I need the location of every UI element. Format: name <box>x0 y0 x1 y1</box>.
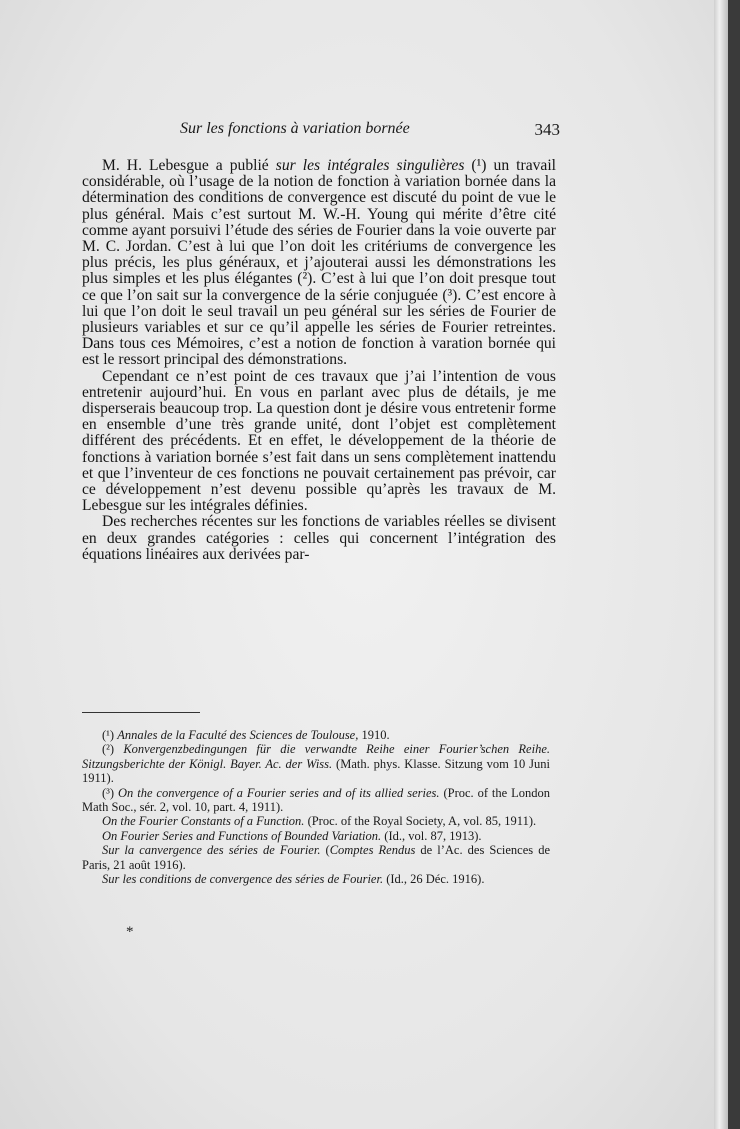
page-number: 343 <box>534 120 560 139</box>
body-text <box>82 158 556 563</box>
asterisk-mark: * <box>126 924 134 940</box>
paragraph-2: Cependant ce n’est point de ces travaux que j’ai l’intention de vous entretenir aujourd’hui. En vous en parlant avec plus de détails, je me disperserais beaucoup trop. La question dont je désire vous entretenir forme en ensemble d’une très grande unité, dont l’objet est complètement différent des précédents. Et en effet, le développement de la théorie de fonctions à variation bornée s’est fait dans un sens complètement inattendu et que l’inventeur de ces fonctions ne pouvait certainement pas prévoir, car ce développement n’est devenu possible qu’après les travaux de M. Lebesgue sur les intégrales définies. <box>82 367 556 515</box>
fn3-rest: (Proc. of the London Math Soc., sér. 2, vol. 10, part. 4, 1911). <box>82 785 551 815</box>
fn5-rest: (Id., vol. 87, 1913). <box>381 828 482 843</box>
paragraph-1 <box>82 158 556 369</box>
fn3-title: On the convergence of a Fourier series and of its allied series. <box>118 785 440 800</box>
footnote-4 <box>82 814 550 828</box>
page-edge <box>714 0 728 1129</box>
footnote-1 <box>82 728 550 742</box>
footnote-7 <box>82 872 550 886</box>
footnote-2 <box>82 742 550 785</box>
fn6-title: Sur la canvergence des séries de Fourier. <box>102 843 321 858</box>
p1-title-italic: sur les intégrales singulières <box>275 157 465 174</box>
fn7-title: Sur les conditions de convergence des séries de Fourier. <box>102 872 384 887</box>
fn2-title: Konvergenzbedingungen für die verwandte Reihe einer Fourier’schen Reihe. Sitzungsberichte der Königl. Bayer. Ac. der Wiss. <box>82 742 550 771</box>
fn1-title: Annales de la Faculté des Sciences de Toulouse, <box>117 728 359 742</box>
footnote-3 <box>82 786 550 815</box>
footnote-rule <box>82 712 200 713</box>
page-header <box>180 120 560 142</box>
paragraph-3: Des recherches récentes sur les fonctions de variables réelles se divisent en deux grandes catégories : celles qui concernent l’intégration des équations linéaires aux derivées par- <box>82 513 556 563</box>
footnote-6 <box>82 843 550 872</box>
fn6-paren: ( <box>320 843 330 858</box>
fn6-rest: de l’Ac. des Sciences de Paris, 21 août 1916). <box>82 843 550 872</box>
fn4-rest: (Proc. of the Royal Society, A, vol. 85, 1911). <box>304 814 537 829</box>
running-title: Sur les fonctions à variation bornée <box>180 120 410 137</box>
fn2-rest: (Math. phys. Klasse. Sitzung vom 10 Juni 1911). <box>82 756 550 786</box>
p1-text-b: (¹) un travail considérable, où l’usage de la notion de fonction à variation bornée dans la détermination des conditions de convergence est discuté du point de vue le plus général. Mais c’est surtout M. W.-H. Young qui mérite d’être cité comme ayant porsuivi l’étude des séries de Fourier dans la voie ouverte par M. C. Jordan. C’est à lui que l’on doit les critériums de convergence les plus précis, les plus généraux, et j’ajouterai aussi les démonstrations les plus simples et les plus élégantes (²). C’est à lui que l’on doit presque tout ce que l’on sait sur la convergence de la série conjuguée (³). C’est encore à lui que l’on doit le seul travail un peu général sur les séries de Fourier de plusieurs variables et sur ce qu’il appelle les séries de Fourier retreintes. Dans tous ces Mémoires, c’est a notion de fonction à varation bornée qui est le ressort principal des démonstrations. <box>82 157 556 369</box>
footnotes <box>82 728 550 886</box>
fn5-title: On Fourier Series and Functions of Bounded Variation. <box>102 828 382 843</box>
fn1-rest: 1910. <box>358 728 390 742</box>
fn7-rest: (Id., 26 Déc. 1916). <box>383 872 485 887</box>
fn4-title: On the Fourier Constants of a Function. <box>102 814 305 829</box>
fn1-mark: (¹) <box>102 728 118 742</box>
fn3-mark: (³) <box>102 785 119 800</box>
fn2-mark: (²) <box>102 742 124 757</box>
footnote-5 <box>82 829 550 843</box>
p1-text-a: M. H. Lebesgue a publié <box>102 157 276 174</box>
fn6-journal: Comptes Rendus <box>329 843 416 858</box>
